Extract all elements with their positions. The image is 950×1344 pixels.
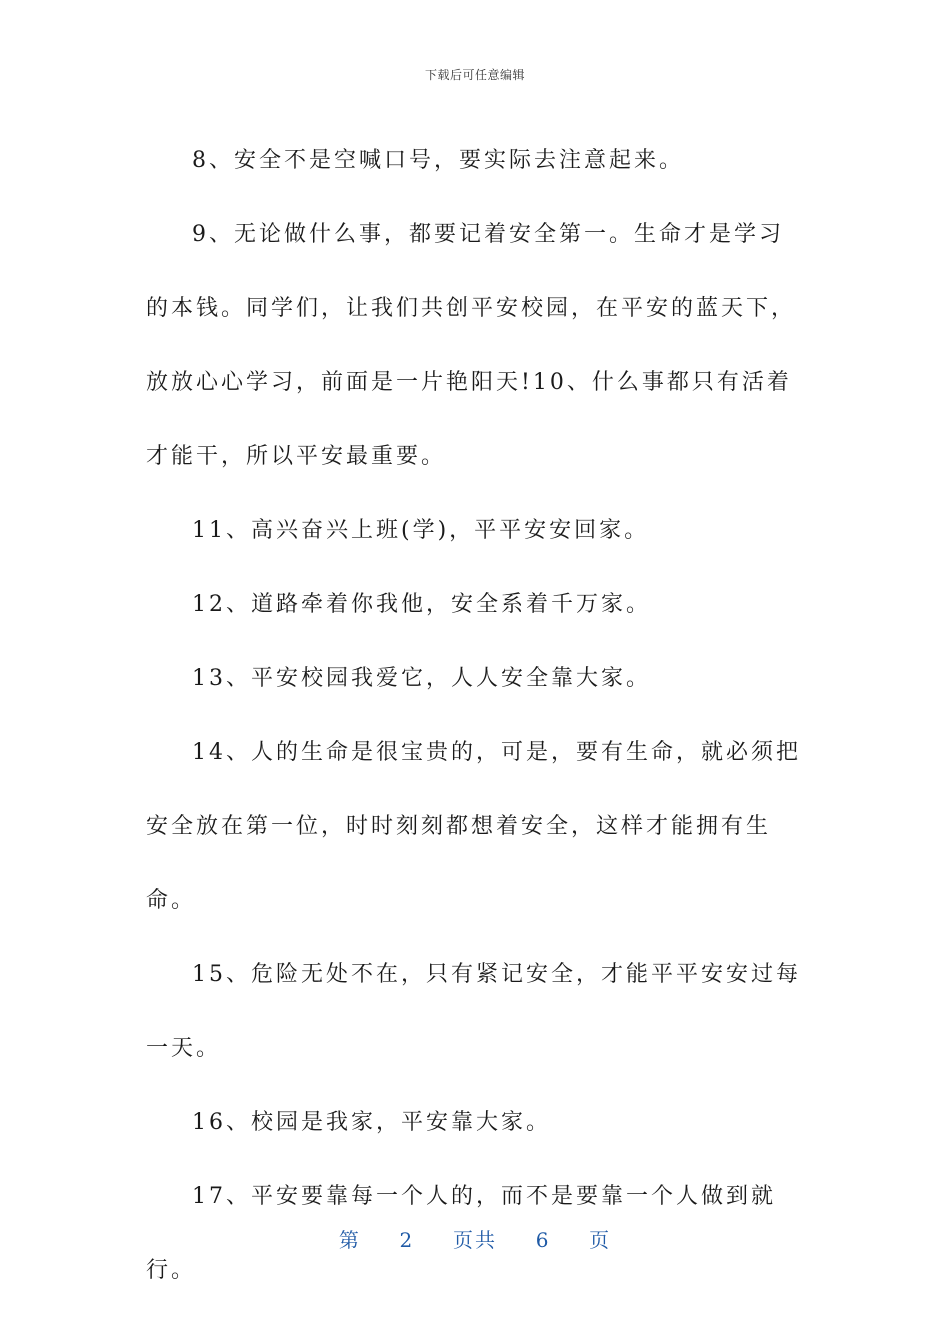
paragraph-11: 11、高兴奋兴上班(学)，平平安安回家。 — [192, 518, 650, 543]
paragraph-8: 8、安全不是空喊口号，要实际去注意起来。 — [192, 148, 684, 173]
page-header-note: 下载后可任意编辑 — [424, 68, 525, 82]
total-pages-number: 6 — [535, 1228, 551, 1252]
page-label-mid: 页共 — [453, 1228, 497, 1252]
page-label-suffix: 页 — [589, 1228, 612, 1252]
paragraph-16: 16、校园是我家，平安靠大家。 — [192, 1110, 551, 1135]
paragraph-17: 17、平安要靠每一个人的，而不是要靠一个人做到就行。 — [146, 1184, 776, 1283]
paragraph-13: 13、平安校园我爱它，人人安全靠大家。 — [192, 666, 651, 691]
current-page-number: 2 — [399, 1228, 415, 1252]
paragraph-15: 15、危险无处不在，只有紧记安全，才能平平安安过每一天。 — [146, 962, 801, 1061]
page-label-prefix: 第 — [338, 1228, 361, 1252]
page-footer — [0, 1224, 950, 1253]
paragraph-9-10: 9、无论做什么事，都要记着安全第一。生命才是学习的本钱。同学们，让我们共创平安校园，在平安的蓝天下，放放心心学习，前面是一片艳阳天!10、什么事都只有活着才能干，所以平安最重要。 — [146, 222, 797, 469]
paragraph-14: 14、人的生命是很宝贵的，可是，要有生命，就必须把安全放在第一位，时时刻刻都想着安全，这样才能拥有生命。 — [146, 740, 801, 913]
paragraph-12: 12、道路牵着你我他，安全系着千万家。 — [192, 592, 651, 617]
document-body — [146, 124, 806, 1308]
